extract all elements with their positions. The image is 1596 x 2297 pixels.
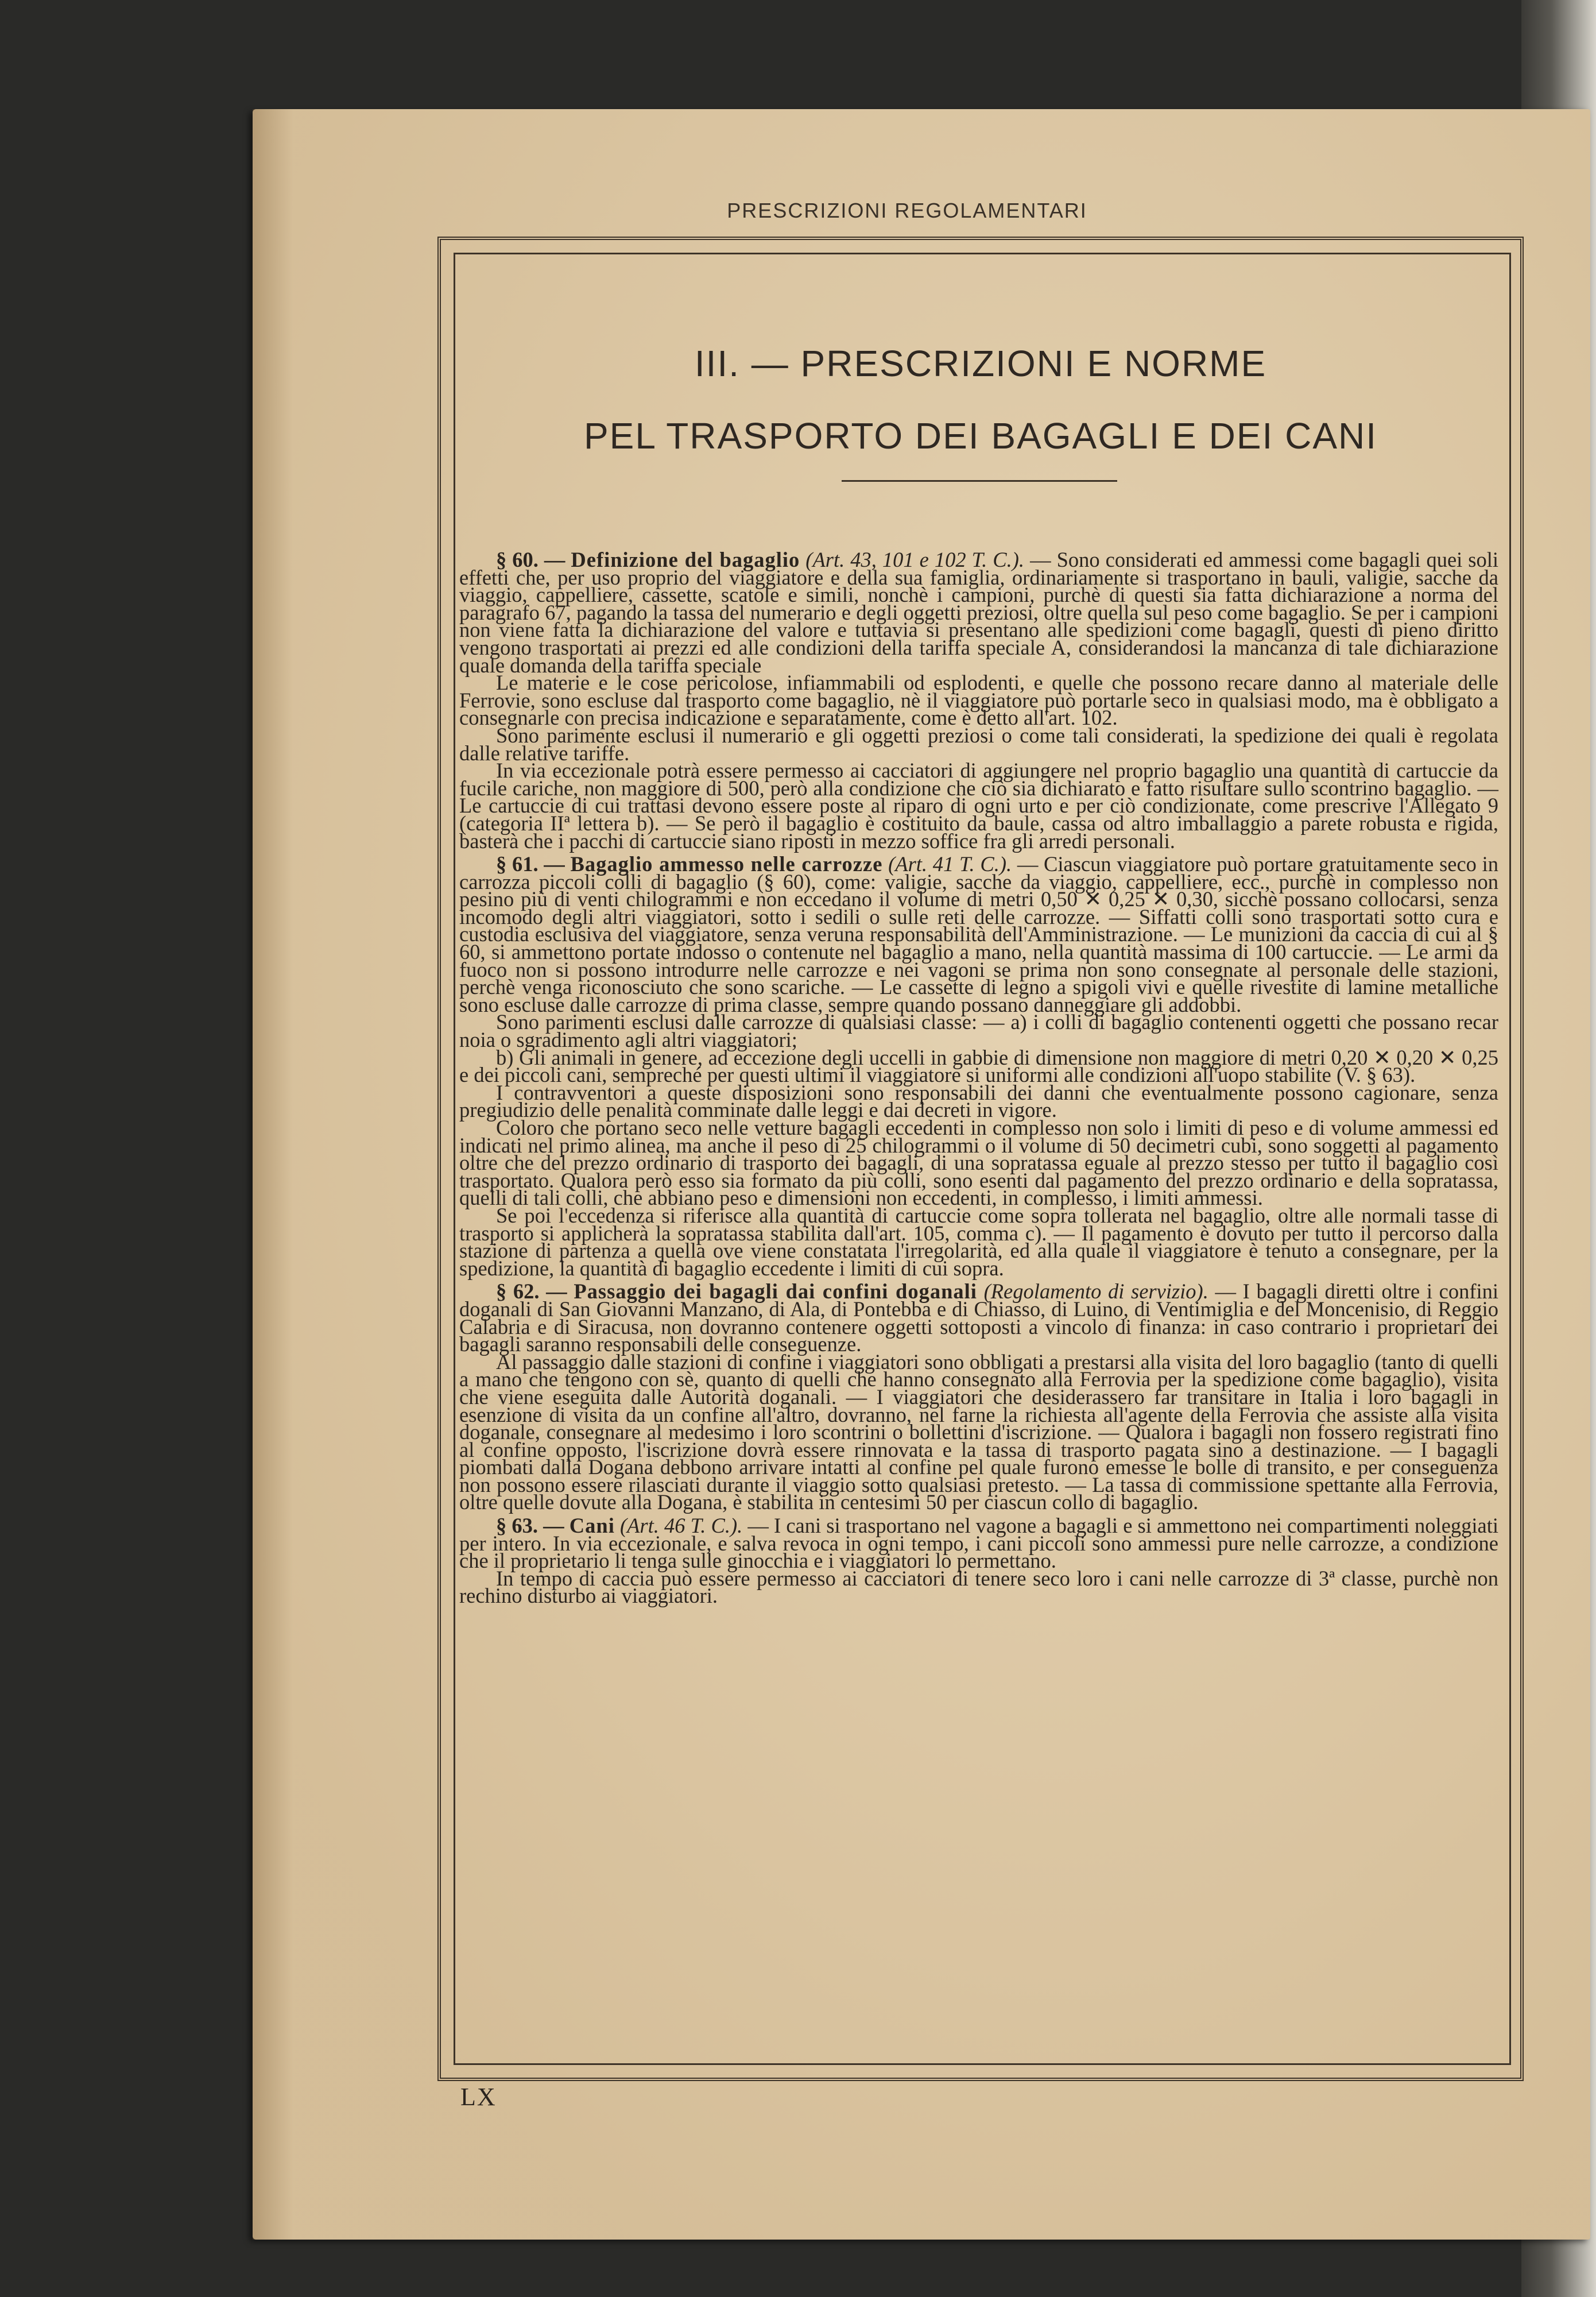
section-63 bbox=[459, 1514, 1499, 1573]
section-reference: (Regolamento di servizio). bbox=[983, 1279, 1208, 1304]
page-number: LX bbox=[460, 2083, 497, 2111]
paragraph: Le materie e le cose pericolose, infiammabili od esplodenti, e quelle che possono recare danno al materiale delle Ferrovie, sono escluse dal trasporto come bagaglio, nè il viaggiatore può portarle seco in qualsiasi modo, ma è obbligato a consegnarle con precisa indicazione e separatamente, come è detto all'art. 102. bbox=[459, 671, 1498, 730]
paragraph: Se poi l'eccedenza si riferisce alla quantità di cartuccie come sopra tollerata nel bagaglio, oltre alle normali tasse di trasporto si applicherà la sopratassa stabilita dall'art. 105, comma c). — Il pagamento è dovuto per tutto il percorso dalla stazione di partenza a quella ove viene constatata l'irregolarità, ed alla quale il viaggiatore è tenuto a consegnare, per la spedizione, la quantità di bagaglio eccedente i limiti di cui sopra. bbox=[459, 1203, 1498, 1280]
section-number: § 63. — bbox=[496, 1514, 564, 1538]
section-reference: (Art. 41 T. C.). bbox=[888, 852, 1012, 876]
section-text: — Sono considerati ed ammessi come bagagli quei soli effetti che, per uso proprio del viaggiatore e della sua famiglia, ordinariamente si trasportano in bauli, valigie, sacche da viaggio, cappelliere, cassette, scatole e simili, nonchè i campioni, purchè di questi sia fatta dichiarazione a norma del paragrafo 67, pagando la tassa del numerario e degli oggetti preziosi, oltre quella sul peso come bagaglio. Se per i campioni non viene fatta la dichiarazione del valore e tuttavia si presentano alle spedizioni come bagagli, questi di pieno diritto vengono trasportati ai prezzi ed alle condizioni della tariffa speciale A, considerandosi la mancanza di tale dichiarazione quale domanda della tariffa speciale bbox=[459, 548, 1499, 677]
section-text: — I bagagli diretti oltre i confini doganali di San Giovanni Manzano, di Ala, di Pontebba e di Chiasso, di Luino, di Ventimiglia e del Moncenisio, di Reggio Calabria e di Siracusa, non dovranno contenere oggetti sottoposti a vincolo di finanza: in caso contrario i proprietari dei bagagli saranno responsabili delle conseguenze. bbox=[459, 1279, 1499, 1356]
paragraph: Sono parimenti esclusi dalle carrozze di qualsiasi classe: — a) i colli di bagaglio contenenti oggetti che possano recar noia o sgradimento agli altri viaggiatori; bbox=[459, 1010, 1498, 1052]
section-title: Bagaglio ammesso nelle carrozze bbox=[570, 852, 883, 876]
section-title: Passaggio dei bagagli dai confini doganali bbox=[574, 1279, 977, 1304]
section-number: § 61. — bbox=[496, 852, 565, 876]
section-text: — Ciascun viaggiatore può portare gratuitamente seco in carrozza piccoli colli di bagaglio (§ 60), come: valigie, sacche da viaggio, cappelliere, ecc., purchè in complesso non pesino più di venti chilogrammi e non eccedano il volume di metri 0,50 ✕ 0,25 ✕ 0,30, sicchè possano collocarsi, senza incomodo degli altri viaggiatori, sotto i sedili o sulle reti delle carrozze. — Siffatti colli sono trasportati sotto cura e custodia esclusiva del viaggiatore, senza veruna responsabilità dell'Amministrazione. — Le munizioni da caccia di cui al § 60, si ammettono portate indosso o contenute nel bagaglio a mano, nella quantità massima di 100 cartuccie. — Le armi da fuoco non si possono introdurre nelle carrozze e nei vagoni se prima non sono consegnate al personale delle stazioni, perchè venga riconosciuto che sono scariche. — Le cassette di legno a spigoli vivi e quelle rivestite di lamine metalliche sono escluse dalle carrozze di prima classe, sempre quando possano danneggiare gli addobbi. bbox=[459, 852, 1499, 1016]
chapter-title: III. — PRESCRIZIONI E NORME bbox=[694, 343, 1267, 384]
section-title: Definizione del bagaglio bbox=[571, 548, 800, 571]
paragraph: Coloro che portano seco nelle vetture bagagli eccedenti in complesso non solo i limiti di peso e di volume ammessi ed indicati nel primo alinea, ma anche il peso di 25 chilogrammi o il volume di 50 decimetri cubi, sono soggetti al pagamento oltre che del prezzo ordinario di trasporto dei bagagli, di una sopratassa eguale al prezzo stesso per tutto il bagaglio così trasportato. Qualora però esso sia formato da più colli, sono esenti dal pagamento del prezzo ordinario e della sopratassa, quelli di tali colli, che abbiano peso e dimensioni non eccedenti, in complesso, i limiti ammessi. bbox=[459, 1116, 1498, 1210]
paragraph: In tempo di caccia può essere permesso ai cacciatori di tenere seco loro i cani nelle carrozze di 3ª classe, purchè non rechino disturbo ai viaggiatori. bbox=[459, 1566, 1498, 1608]
paragraph: In via eccezionale potrà essere permesso ai cacciatori di aggiungere nel proprio bagaglio una quantità di cartuccie da fucile cariche, non maggiore di 500, però alla condizione che ciò sia dichiarato e fatto risultare sullo scontrino bagaglio. — Le cartuccie di cui trattasi devono essere poste al riparo di ogni urto e per ciò condizionate, come prescrive l'Allegato 9 (categoria IIª lettera b). — Se però il bagaglio è costituito da baule, cassa od altro imballaggio a parete robusta e rigida, basterà che i pacchi di cartuccie siano riposti in mezzo soffice fra gli arredi personali. bbox=[459, 759, 1498, 853]
body-text bbox=[459, 546, 1499, 1608]
paragraph: b) Gli animali in genere, ad eccezione degli uccelli in gabbie di dimensione non maggiore di metri 0,20 ✕ 0,20 ✕ 0,25 e dei piccoli cani, sempreché per questi ultimi il viaggiatore si uniformi alle condizioni all'uopo stabilite (V. § 63). bbox=[459, 1045, 1498, 1087]
title-divider bbox=[842, 480, 1117, 482]
section-text: — I cani si trasportano nel vagone a bagagli e si ammettono nei compartimenti noleggiati per intero. In via eccezionale, e salva revoca in ogni tempo, i cani piccoli sono ammessi pure nelle carrozze, a condizione che il proprietario li tenga sulle ginocchia e i viaggiatori lo permettano. bbox=[459, 1514, 1499, 1573]
paragraph: Sono parimente esclusi il numerario e gli oggetti preziosi o come tali considerati, la spedizione dei quali è regolata dalle relative tariffe. bbox=[459, 723, 1498, 765]
section-number: § 62. — bbox=[496, 1279, 567, 1304]
section-61 bbox=[459, 852, 1499, 1016]
section-title: Cani bbox=[569, 1514, 615, 1538]
running-head: PRESCRIZIONI REGOLAMENTARI bbox=[727, 199, 1087, 222]
section-number: § 60. — bbox=[496, 548, 565, 571]
section-62 bbox=[459, 1279, 1499, 1356]
section-60 bbox=[459, 548, 1499, 677]
section-reference: (Art. 46 T. C.). bbox=[619, 1514, 743, 1538]
paragraph: Al passaggio dalle stazioni di confine i viaggiatori sono obbligati a prestarsi alla visita del loro bagaglio (tanto di quelli a mano che tengono con sè, quanto di quelli che hanno consegnato alla Ferrovia per la spedizione come bagaglio), visita che viene eseguita dalle Autorità doganali. — I viaggiatori che desiderassero far transitare in Italia i loro bagagli in esenzione di visita da un confine all'altro, dovranno, nel farne la richiesta all'agente della Ferrovia che assiste alla visita doganale, consegnare al medesimo i loro scontrini o bollettini d'iscrizione. — Qualora i bagagli non fossero registrati fino al confine opposto, l'iscrizione dovrà essere rinnovata e la tassa di trasporto pagata sino a destinazione. — I bagagli piombati dalla Dogana debbono arrivare intatti al confine pel quale furono emesse le bolle di transito, e per conseguenza non possono essere rilasciati durante il viaggio sotto qualsiasi pretesto. — La tassa di commissione spettante alla Ferrovia, oltre quelle dovute alla Dogana, è stabilita in centesimi 50 per ciascun collo di bagaglio. bbox=[459, 1349, 1498, 1514]
chapter-subtitle: PEL TRASPORTO DEI BAGAGLI E DEI CANI bbox=[583, 415, 1378, 457]
section-reference: (Art. 43, 101 e 102 T. C.). bbox=[805, 548, 1025, 571]
paragraph: I contravventori a queste disposizioni sono responsabili dei danni che eventualmente possono cagionare, senza pregiudizio delle penalità comminate dalle leggi e dai decreti in vigore. bbox=[459, 1080, 1498, 1122]
page-spine-shadow bbox=[253, 109, 293, 2240]
